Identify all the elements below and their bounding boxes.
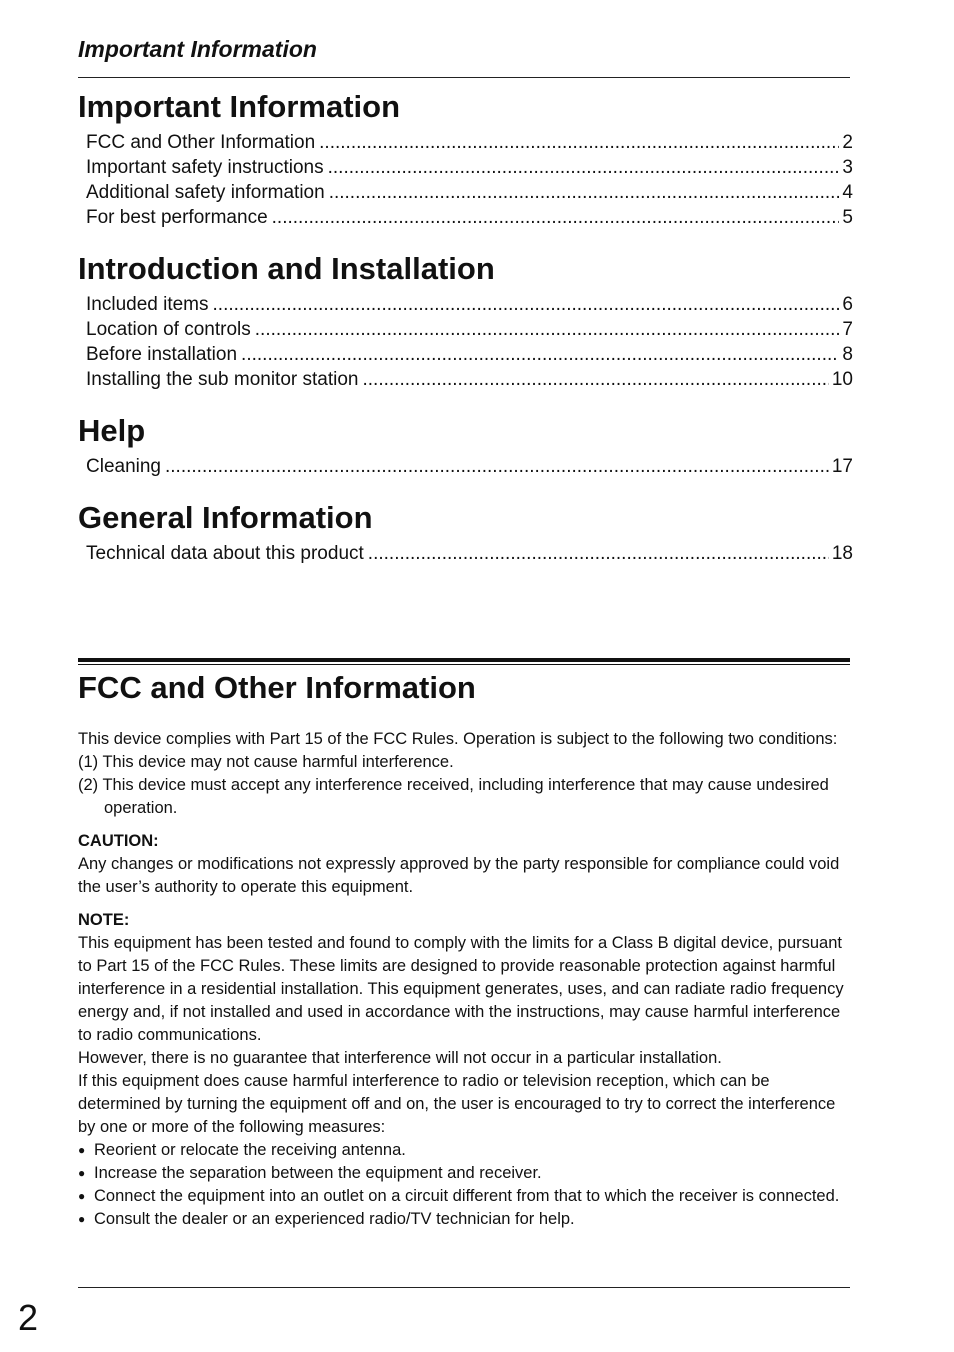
note-label: NOTE: <box>78 911 130 929</box>
footer-rule <box>78 1287 850 1288</box>
toc-leader-dots <box>368 541 829 566</box>
table-of-contents <box>78 88 853 586</box>
measure-item: ● Increase the separation between the equipment and receiver. <box>78 1162 850 1185</box>
fcc-intro: This device complies with Part 15 of the FCC Rules. Operation is subject to the following two conditions: <box>78 730 838 748</box>
toc-entry-title: Cleaning <box>86 456 161 477</box>
toc-entry[interactable] <box>86 180 853 205</box>
toc-entry[interactable] <box>86 367 853 392</box>
measure-item: ● Reorient or relocate the receiving antenna. <box>78 1139 850 1162</box>
toc-entry-title: For best performance <box>86 207 268 228</box>
running-head: Important Information <box>78 36 317 62</box>
note-paragraph: However, there is no guarantee that interference will not occur in a particular installation. <box>78 1049 722 1067</box>
toc-section <box>78 250 853 392</box>
toc-entry-page: 18 <box>831 543 853 564</box>
toc-entry[interactable] <box>86 155 853 180</box>
fcc-condition: (1) This device may not cause harmful interference. <box>78 753 454 771</box>
toc-entry-title: Location of controls <box>86 319 251 340</box>
measure-item: ● Connect the equipment into an outlet on a circuit different from that to which the receiver is connected. <box>78 1185 850 1208</box>
page-number: 2 <box>18 1297 39 1338</box>
toc-entry-page: 3 <box>842 157 853 178</box>
toc-entry[interactable] <box>86 541 853 566</box>
toc-section-heading: Help <box>78 413 146 448</box>
toc-entry-title: Installing the sub monitor station <box>86 369 359 390</box>
toc-section-heading: Introduction and Installation <box>78 251 495 286</box>
toc-entry-title: Important safety instructions <box>86 157 324 178</box>
toc-section-heading: General Information <box>78 500 373 535</box>
toc-entry-title: Additional safety information <box>86 182 325 203</box>
caution-text: Any changes or modifications not expressly approved by the party responsible for compliance could void the user’s authority to operate this equipment. <box>78 855 840 896</box>
note-paragraph: If this equipment does cause harmful interference to radio or television reception, which can be determined by turning the equipment off and on, the user is encouraged to try to correct the interference by one or more of the following measures: <box>78 1072 836 1136</box>
toc-leader-dots <box>272 205 840 230</box>
divider-thin-line <box>78 664 850 665</box>
toc-entry[interactable] <box>86 454 853 479</box>
toc-leader-dots <box>319 130 839 155</box>
toc-entry-title: FCC and Other Information <box>86 132 316 153</box>
fcc-section <box>78 668 850 1231</box>
toc-leader-dots <box>328 155 840 180</box>
toc-leader-dots <box>165 454 829 479</box>
toc-entry-title: Included items <box>86 294 209 315</box>
fcc-heading: FCC and Other Information <box>78 670 476 705</box>
toc-entry-title: Before installation <box>86 344 238 365</box>
toc-leader-dots <box>255 317 840 342</box>
toc-entry[interactable] <box>86 317 853 342</box>
toc-entry-page: 7 <box>842 319 853 340</box>
toc-section-heading: Important Information <box>78 89 401 124</box>
toc-entry-page: 2 <box>842 132 853 153</box>
toc-entry-page: 4 <box>842 182 853 203</box>
toc-entry[interactable] <box>86 342 853 367</box>
section-divider <box>78 658 850 665</box>
toc-entry-title: Technical data about this product <box>86 543 364 564</box>
toc-entry-page: 10 <box>831 369 853 390</box>
caution-label: CAUTION: <box>78 832 159 850</box>
toc-entry-page: 5 <box>842 207 853 228</box>
toc-entry[interactable] <box>86 205 853 230</box>
note-paragraph: This equipment has been tested and found to comply with the limits for a Class B digital device, pursuant to Part 15 of the FCC Rules. These limits are designed to provide reasonable protection against harmful interference in a residential installation. This equipment generates, uses, and can radiate radio frequency energy and, if not installed and used in accordance with the instructions, may cause harmful interference to radio communications. <box>78 934 844 1044</box>
header-rule <box>78 77 850 78</box>
toc-section <box>78 499 853 566</box>
fcc-condition: (2) This device must accept any interference received, including interference that may cause undesired operation. <box>78 776 829 817</box>
toc-entry[interactable] <box>86 292 853 317</box>
toc-leader-dots <box>329 180 840 205</box>
toc-leader-dots <box>213 292 840 317</box>
toc-leader-dots <box>363 367 829 392</box>
toc-entry[interactable] <box>86 130 853 155</box>
toc-section <box>78 88 853 230</box>
divider-thick-line <box>78 658 850 662</box>
toc-entry-page: 6 <box>842 294 853 315</box>
toc-entry-page: 17 <box>831 456 853 477</box>
toc-leader-dots <box>241 342 839 367</box>
measure-item: ● Consult the dealer or an experienced radio/TV technician for help. <box>78 1208 850 1231</box>
toc-section <box>78 412 853 479</box>
toc-entry-page: 8 <box>842 344 853 365</box>
